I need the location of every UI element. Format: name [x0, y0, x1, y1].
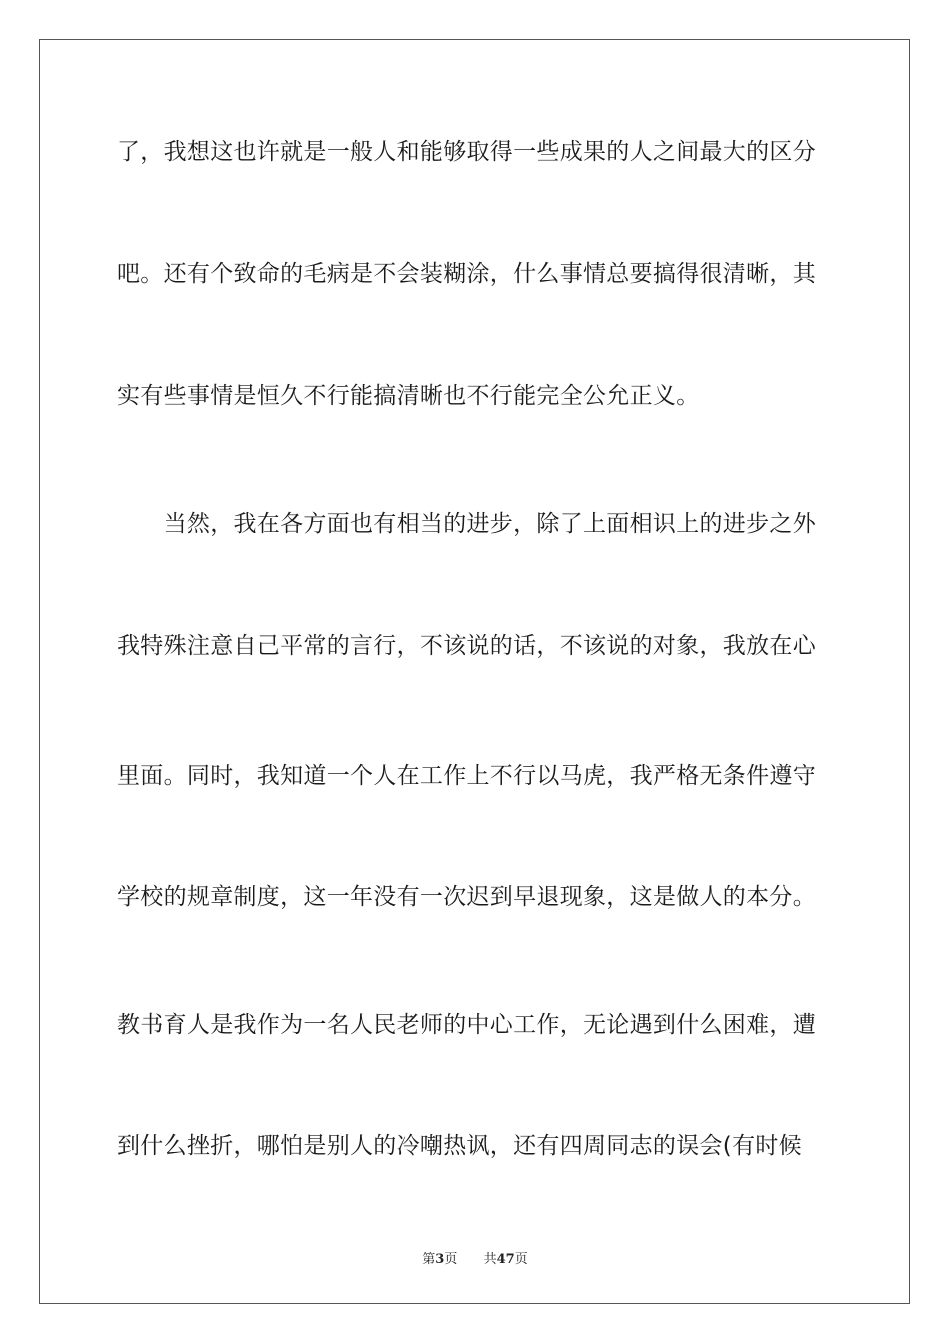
text-line: 到什么挫折，哪怕是别人的冷嘲热讽，还有四周同志的误会(有时候 — [117, 1133, 802, 1159]
page-border — [39, 39, 910, 1304]
page-number-label — [422, 1252, 461, 1267]
text-line: 里面。同时，我知道一个人在工作上不行以马虎，我严格无条件遵守 — [117, 763, 816, 789]
total-pages-label — [484, 1252, 528, 1267]
page-suffix: 页 — [444, 1252, 458, 1267]
page-number: 3 — [435, 1252, 445, 1267]
page-footer — [0, 1248, 950, 1267]
text-line: 吧。还有个致命的毛病是不会装糊涂，什么事情总要搞得很清晰，其 — [117, 261, 816, 287]
total-prefix: 共 — [483, 1252, 497, 1267]
page-prefix: 第 — [422, 1252, 436, 1267]
text-line: 实有些事情是恒久不行能搞清晰也不行能完全公允正义。 — [117, 383, 700, 409]
paragraph-start-line: 当然，我在各方面也有相当的进步，除了上面相识上的进步之外 — [117, 511, 816, 537]
total-pages: 47 — [496, 1252, 515, 1267]
text-line: 学校的规章制度，这一年没有一次迟到早退现象，这是做人的本分。 — [117, 884, 816, 910]
text-line: 我特殊注意自己平常的言行，不该说的话，不该说的对象，我放在心 — [117, 633, 816, 659]
total-suffix: 页 — [514, 1252, 528, 1267]
text-line: 了，我想这也许就是一般人和能够取得一些成果的人之间最大的区分 — [117, 139, 816, 165]
text-line: 教书育人是我作为一名人民老师的中心工作，无论遇到什么困难，遭 — [117, 1012, 816, 1038]
